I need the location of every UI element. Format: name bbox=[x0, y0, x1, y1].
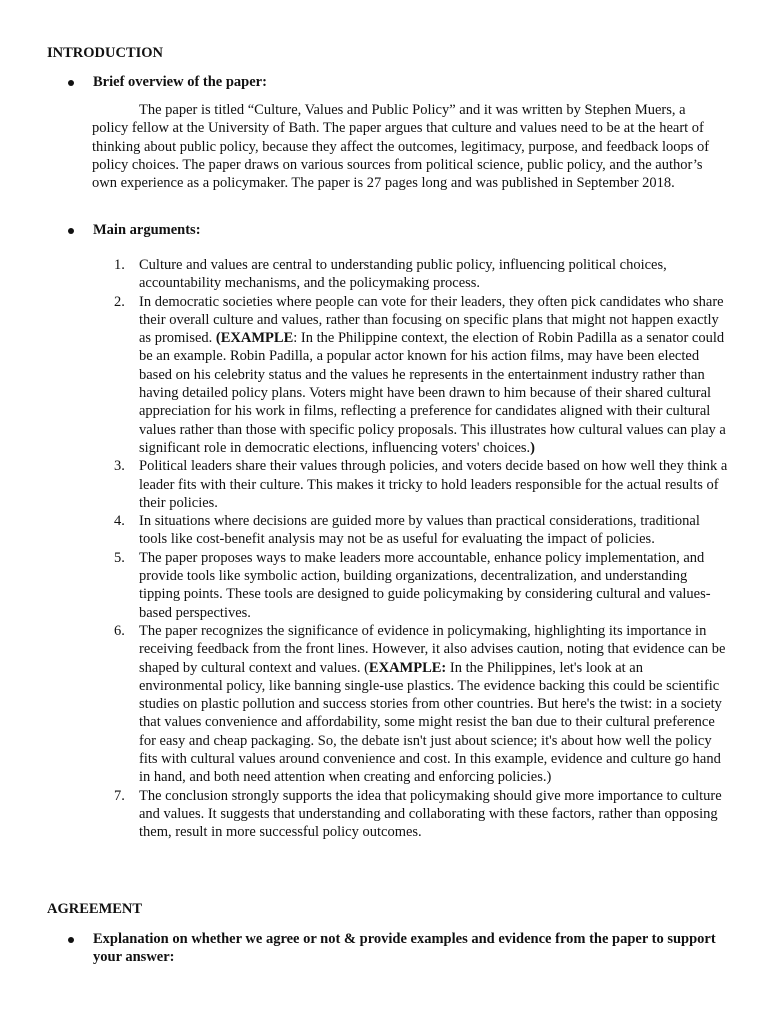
list-item-text bbox=[139, 622, 730, 787]
list-number: 1. bbox=[114, 257, 125, 273]
list-item-text bbox=[139, 293, 730, 458]
overview-paragraph bbox=[92, 101, 724, 192]
arguments-label: Main arguments: bbox=[93, 222, 201, 238]
overview-text: The paper is titled “Culture, Values and Public Policy” and it was written by Stephen Muers, a policy fellow at the University of Bath. The paper argues that culture and values need to be at the heart of thinking about public policy, because they affect the outcomes, legitimacy, purpose, and feedback loops of policy choices. The paper draws on various sources from political science, public policy, and the author’s own experience as a policymaker. The paper is 27 pages long and was published in September 2018. bbox=[92, 102, 710, 192]
argument-text: The paper recognizes the significance of evidence in policymaking, highlighting its importance in receiving feedback from the front lines. However, it also advises caution, noting that evidence can be shaped by cultural context and values. ( bbox=[139, 622, 726, 676]
list-item-text: The paper proposes ways to make leaders more accountable, enhance policy implementation, and provide tools like symbolic action, building organizations, decentralization, and understanding tipping points. These tools are designed to guide policymaking by considering cultural and values-based perspectives. bbox=[139, 549, 711, 621]
example-label: (EXAMPLE bbox=[215, 330, 294, 347]
example-close: ) bbox=[530, 439, 536, 456]
list-number: 2. bbox=[114, 293, 125, 310]
bullet-icon bbox=[68, 80, 74, 86]
list-item bbox=[100, 549, 730, 622]
list-item-text: Culture and values are central to understanding public policy, influencing political choices, accountability mechanisms, and the policymaking process. bbox=[139, 257, 667, 292]
list-number: 6. bbox=[114, 622, 125, 639]
introduction-heading: INTRODUCTION bbox=[47, 45, 164, 61]
list-item bbox=[100, 622, 730, 787]
list-item bbox=[100, 512, 730, 549]
agreement-heading: AGREEMENT bbox=[47, 901, 143, 917]
list-item-text: The conclusion strongly supports the idea that policymaking should give more importance to culture and values. It suggests that understanding and collaborating with these factors, rather than opposing them, result in more successful policy outcomes. bbox=[139, 787, 722, 841]
list-number: 4. bbox=[114, 513, 125, 530]
arguments-bullet bbox=[68, 221, 718, 239]
overview-label: Brief overview of the paper: bbox=[93, 74, 267, 90]
list-item-text: In situations where decisions are guided more by values than practical considerations, traditional tools like cost-benefit analysis may not be as useful for evaluating the impact of policies. bbox=[139, 513, 700, 548]
list-number: 3. bbox=[114, 458, 125, 475]
list-item bbox=[100, 256, 730, 293]
agreement-bullet bbox=[68, 930, 718, 967]
agreement-prompt: Explanation on whether we agree or not & provide examples and evidence from the paper to support your answer: bbox=[93, 931, 716, 966]
example-label: EXAMPLE: bbox=[368, 659, 447, 676]
list-item-text: Political leaders share their values through policies, and voters decide based on how well they think a leader fits with their culture. This makes it tricky to hold leaders responsible for the actual results of their policies. bbox=[139, 458, 728, 511]
list-number: 7. bbox=[114, 787, 125, 804]
list-item bbox=[100, 457, 730, 512]
bullet-icon bbox=[68, 228, 74, 234]
example-text: In the Philippines, let's look at an environmental policy, like banning single-use plastics. The evidence backing this could be scientific studies on plastic pollution and success stories from other countries. But here's the twist: in a society that values convenience and affordability, some might resist the ban due to their cultural preference for easy and cheap packaging. So, the debate isn't just about science; it's about how well the policy fits with cultural values around convenience and cost. In this example, evidence and culture go hand in hand, and both need attention when creating and enforcing policies.) bbox=[139, 659, 722, 786]
list-item bbox=[100, 293, 730, 458]
overview-bullet bbox=[68, 73, 718, 91]
arguments-list bbox=[100, 256, 730, 842]
list-number: 5. bbox=[114, 549, 125, 566]
bullet-icon bbox=[68, 937, 74, 943]
argument-text: In democratic societies where people can vote for their leaders, they often pick candidates who share their overall culture and values, rather than focusing on specific plans that might not happen exactly as promised. bbox=[139, 293, 724, 347]
example-text: : In the Philippine context, the election of Robin Padilla as a senator could be an example. Robin Padilla, a popular actor known for his action films, may have been elected based on his celebrity status and the values he represents in the entertainment industry rather than having detailed policy plans. Voters might have been drawn to him because of their shared cultural appreciation for his work in films, reflecting a preference for candidates aligned with their cultural values rather than those with specific policy proposals. This illustrates how cultural values can play a significant role in democratic elections, influencing voters' choices. bbox=[139, 330, 726, 456]
list-item bbox=[100, 787, 730, 842]
